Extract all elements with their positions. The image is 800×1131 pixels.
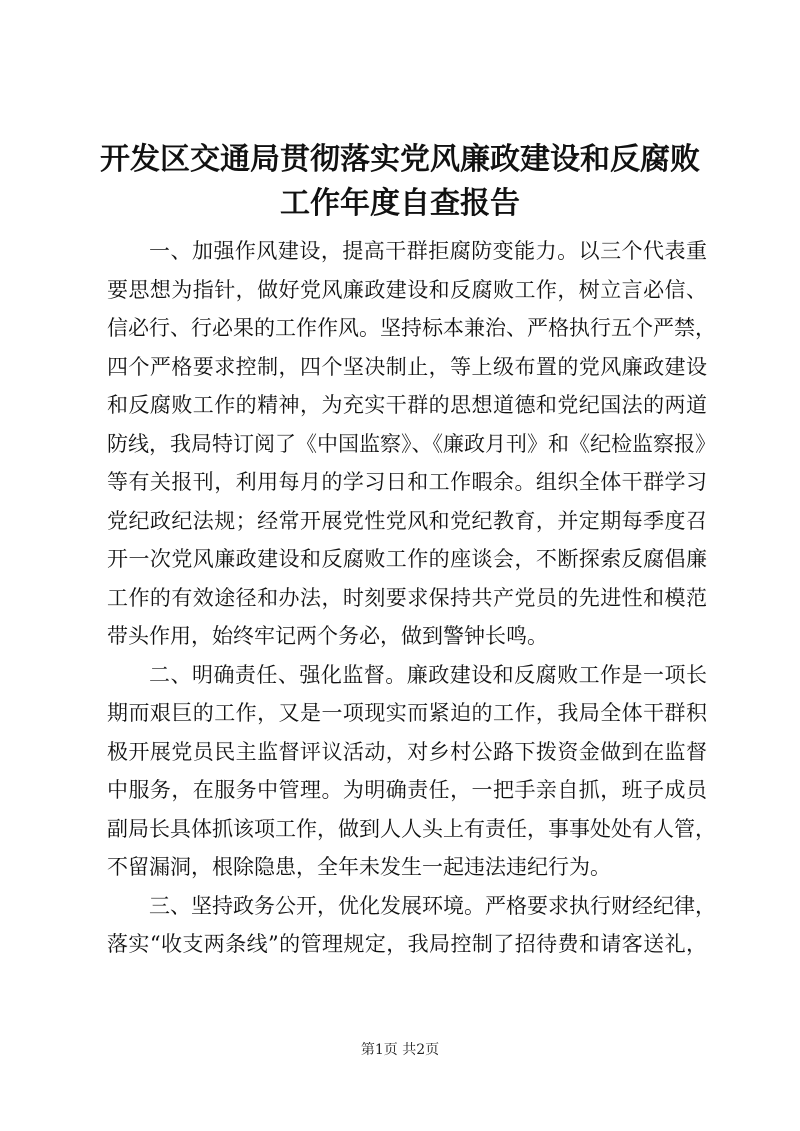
document-body <box>107 232 716 964</box>
page-number-footer: 第1页 共2页 <box>360 1042 440 1058</box>
title-line: 工作年度自查报告 <box>280 186 520 221</box>
text-line: 一、加强作风建设，提高干群拒腐防变能力。以三个代表重 <box>149 239 707 263</box>
text-line: 信必行、行必果的工作作风。坚持标本兼治、严格执行五个严禁， <box>107 316 716 340</box>
text-line: 要思想为指针，做好党风廉政建设和反腐败工作，树立言必信、 <box>107 277 707 302</box>
paragraph-2 <box>107 656 716 887</box>
document-title <box>100 138 700 226</box>
text-line: 不留漏洞，根除隐患，全年未发生一起违法违纪行为。 <box>107 855 611 879</box>
text-line: 三、坚持政务公开，优化发展环境。严格要求执行财经纪律， <box>149 893 716 918</box>
text-line: 防线，我局特订阅了《中国监察》、《廉政月刊》和《纪检监察报》 <box>107 431 716 456</box>
text-line: 带头作用，始终牢记两个务必，做到警钟长鸣。 <box>107 624 548 648</box>
text-line: 极开展党员民主监督评议活动，对乡村公路下拨资金做到在监督 <box>107 739 707 764</box>
text-line: 党纪政纪法规；经常开展党性党风和党纪教育，并定期每季度召 <box>107 508 707 533</box>
text-line: 中服务，在服务中管理。为明确责任，一把手亲自抓，班子成员 <box>107 778 707 802</box>
text-line: 工作的有效途径和办法，时刻要求保持共产党员的先进性和模范 <box>107 585 707 610</box>
text-line: 等有关报刊，利用每月的学习日和工作暇余。组织全体干群学习 <box>107 470 707 494</box>
text-line: 落实“收支两条线”的管理规定，我局控制了招待费和请客送礼， <box>107 932 707 956</box>
text-line: 二、明确责任、强化监督。廉政建设和反腐败工作是一项长 <box>149 662 707 687</box>
text-line: 开一次党风廉政建设和反腐败工作的座谈会，不断探索反腐倡廉 <box>107 547 707 571</box>
text-line: 副局长具体抓该项工作，做到人人头上有责任，事事处处有人管， <box>107 816 716 841</box>
text-line: 和反腐败工作的精神，为充实干群的思想道德和党纪国法的两道 <box>107 393 707 417</box>
paragraph-1 <box>107 232 716 656</box>
text-line: 期而艰巨的工作，又是一项现实而紧迫的工作，我局全体干群积 <box>107 701 707 725</box>
paragraph-3 <box>107 887 716 964</box>
text-line: 四个严格要求控制，四个坚决制止，等上级布置的党风廉政建设 <box>107 354 707 379</box>
title-line: 开发区交通局贯彻落实党风廉政建设和反腐败 <box>100 142 700 177</box>
